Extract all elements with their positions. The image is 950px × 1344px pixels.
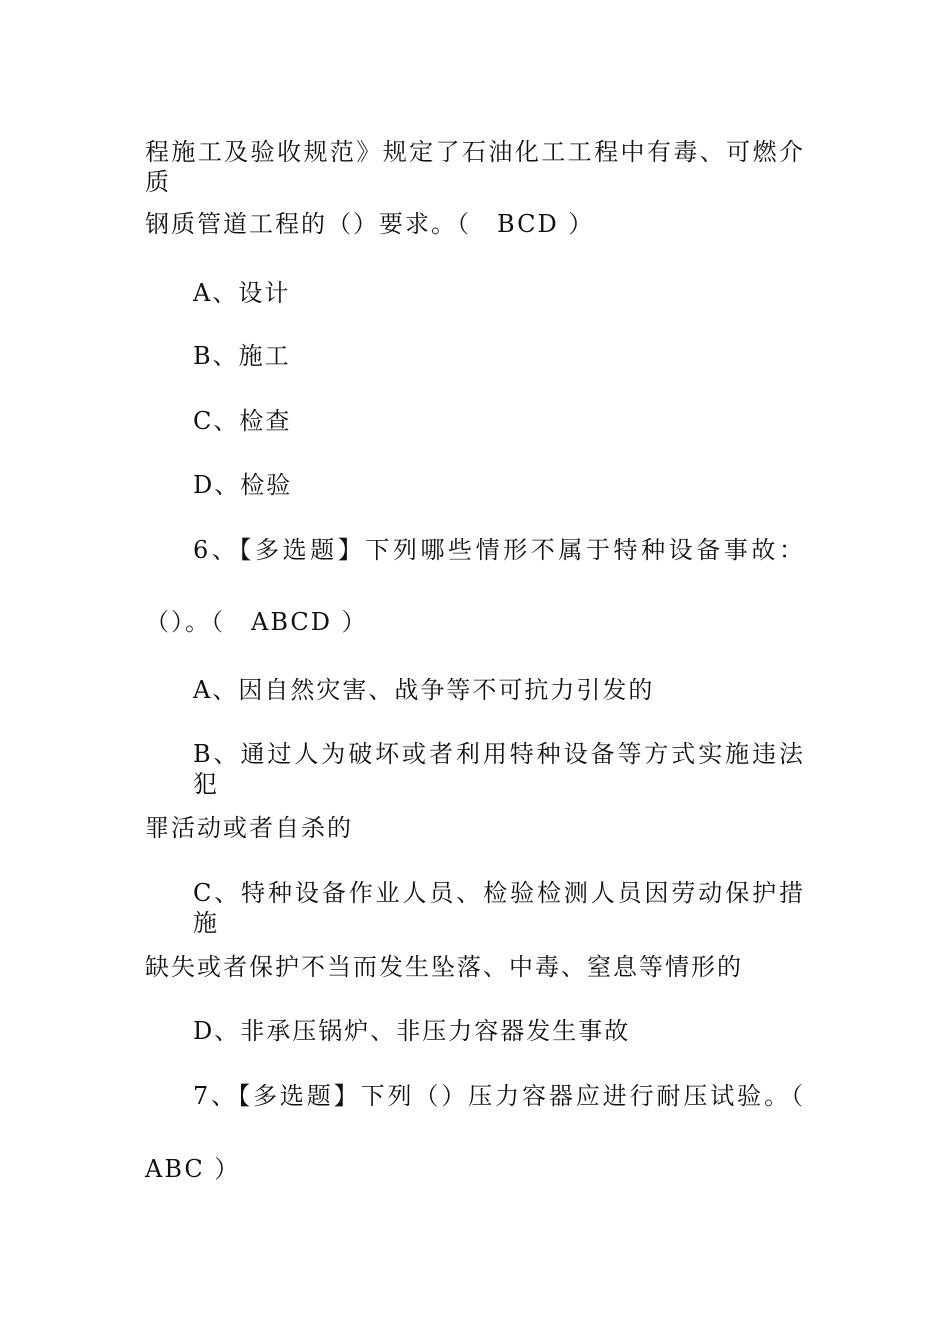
question-5-option-a: A、设计 (193, 279, 291, 307)
question-6-option-a: A、因自然灾害、战争等不可抗力引发的 (193, 676, 655, 704)
question-6-option-c-line-1: C、特种设备作业人员、检验检测人员因劳动保护措施 (193, 879, 805, 937)
question-6-stem-line-2: （）。（ ABCD ） (145, 608, 368, 636)
question-6-option-d: D、非承压锅炉、非压力容器发生事故 (193, 1017, 631, 1045)
question-5-option-b: B、施工 (193, 342, 291, 370)
question-5-stem-line-2: 钢质管道工程的（）要求。（ BCD ） (145, 210, 595, 238)
question-6-option-b-line-2: 罪活动或者自杀的 (145, 814, 353, 842)
question-6-option-c-line-2: 缺失或者保护不当而发生坠落、中毒、窒息等情形的 (145, 953, 743, 981)
question-6-stem-line-1: 6、【多选题】下列哪些情形不属于特种设备事故： (193, 536, 805, 564)
question-6-option-b-line-1: B、通过人为破坏或者利用特种设备等方式实施违法犯 (193, 740, 805, 798)
question-7-stem-line-2: ABC ） (145, 1155, 241, 1183)
question-7-stem-line-1: 7、【多选题】下列（）压力容器应进行耐压试验。（ (193, 1082, 805, 1110)
question-5-option-d: D、检验 (193, 471, 293, 499)
question-5-stem-line-1: 程施工及验收规范》规定了石油化工工程中有毒、可燃介质 (145, 138, 805, 196)
question-5-option-c: C、检查 (193, 407, 292, 435)
